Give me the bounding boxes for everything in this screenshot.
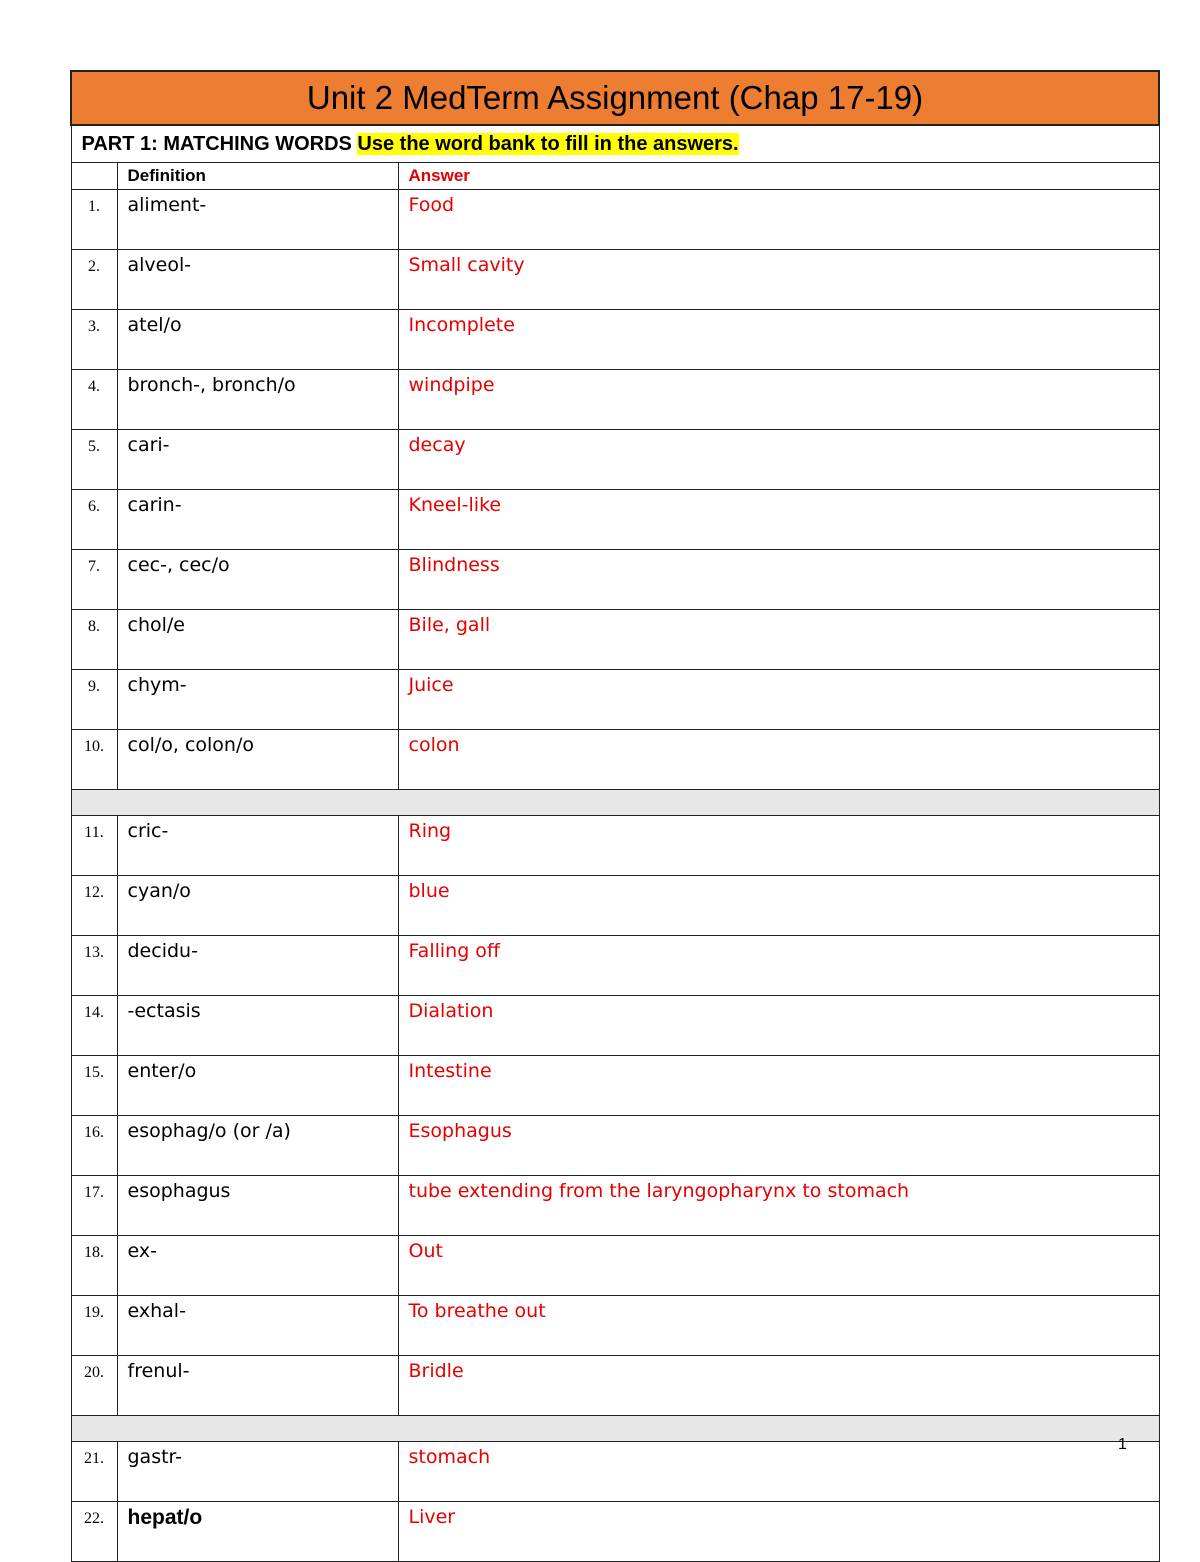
separator-cell (71, 1416, 1159, 1442)
item-number: 14. (71, 996, 117, 1056)
table-row (71, 670, 1159, 730)
item-number: 5. (71, 430, 117, 490)
table-row (71, 430, 1159, 490)
table-row (71, 610, 1159, 670)
term-cell: esophag/o (or /a) (117, 1116, 398, 1176)
term-cell: cec-, cec/o (117, 550, 398, 610)
item-number: 1. (71, 190, 117, 250)
item-number: 2. (71, 250, 117, 310)
term-cell: decidu- (117, 936, 398, 996)
term-cell: alveol- (117, 250, 398, 310)
table-row (71, 490, 1159, 550)
table-row (71, 936, 1159, 996)
term-cell: chym- (117, 670, 398, 730)
part-label: PART 1: MATCHING WORDS (81, 132, 358, 155)
answer-cell[interactable]: Kneel-like (398, 490, 1159, 550)
table-row (71, 1356, 1159, 1416)
assignment-table (70, 70, 1160, 1562)
part-heading (71, 125, 1159, 163)
term-cell: chol/e (117, 610, 398, 670)
column-header-definition: Definition (117, 163, 398, 190)
answer-cell[interactable]: colon (398, 730, 1159, 790)
table-row (71, 1116, 1159, 1176)
table-row (71, 1442, 1159, 1502)
term-cell: -ectasis (117, 996, 398, 1056)
answer-cell[interactable]: Bridle (398, 1356, 1159, 1416)
term-cell: carin- (117, 490, 398, 550)
answer-cell[interactable]: decay (398, 430, 1159, 490)
item-number: 7. (71, 550, 117, 610)
item-number: 8. (71, 610, 117, 670)
item-number: 16. (71, 1116, 117, 1176)
table-row (71, 310, 1159, 370)
answer-cell[interactable]: tube extending from the laryngopharynx to stomach (398, 1176, 1159, 1236)
answer-cell[interactable]: Food (398, 190, 1159, 250)
header-number-cell (71, 163, 117, 190)
title-row (71, 71, 1159, 125)
table-row (71, 1056, 1159, 1116)
item-number: 11. (71, 816, 117, 876)
term-cell: atel/o (117, 310, 398, 370)
item-number: 6. (71, 490, 117, 550)
page-number: 1 (1118, 1436, 1127, 1453)
term-cell: bronch-, bronch/o (117, 370, 398, 430)
page-title: Unit 2 MedTerm Assignment (Chap 17-19) (71, 71, 1159, 125)
item-number: 9. (71, 670, 117, 730)
term-cell: aliment- (117, 190, 398, 250)
answer-cell[interactable]: Ring (398, 816, 1159, 876)
item-number: 12. (71, 876, 117, 936)
table-row (71, 816, 1159, 876)
table-row (71, 370, 1159, 430)
item-number: 19. (71, 1296, 117, 1356)
group-separator (71, 1416, 1159, 1442)
term-cell: cari- (117, 430, 398, 490)
term-cell: col/o, colon/o (117, 730, 398, 790)
table-row (71, 1176, 1159, 1236)
term-cell: hepat/o (117, 1502, 398, 1562)
item-number: 3. (71, 310, 117, 370)
table-row (71, 996, 1159, 1056)
item-number: 15. (71, 1056, 117, 1116)
item-number: 17. (71, 1176, 117, 1236)
group-separator (71, 790, 1159, 816)
item-number: 18. (71, 1236, 117, 1296)
item-number: 13. (71, 936, 117, 996)
answer-cell[interactable]: windpipe (398, 370, 1159, 430)
term-cell: exhal- (117, 1296, 398, 1356)
term-cell: cyan/o (117, 876, 398, 936)
answer-cell[interactable]: Juice (398, 670, 1159, 730)
term-cell: gastr- (117, 1442, 398, 1502)
part-row (71, 125, 1159, 163)
item-number: 4. (71, 370, 117, 430)
term-cell: frenul- (117, 1356, 398, 1416)
answer-cell[interactable]: Blindness (398, 550, 1159, 610)
answer-cell[interactable]: Intestine (398, 1056, 1159, 1116)
answer-cell[interactable]: Incomplete (398, 310, 1159, 370)
term-cell: cric- (117, 816, 398, 876)
answer-cell[interactable]: Small cavity (398, 250, 1159, 310)
table-row (71, 1236, 1159, 1296)
column-header-row (71, 163, 1159, 190)
answer-cell[interactable]: Dialation (398, 996, 1159, 1056)
item-number: 22. (71, 1502, 117, 1562)
part-instruction: Use the word bank to fill in the answers. (357, 132, 739, 155)
answer-cell[interactable]: stomach (398, 1442, 1159, 1502)
table-row (71, 550, 1159, 610)
answer-cell[interactable]: Esophagus (398, 1116, 1159, 1176)
item-number: 10. (71, 730, 117, 790)
table-row (71, 1296, 1159, 1356)
item-number: 21. (71, 1442, 117, 1502)
answer-cell[interactable]: blue (398, 876, 1159, 936)
table-row (71, 730, 1159, 790)
answer-cell[interactable]: Falling off (398, 936, 1159, 996)
column-header-answer: Answer (398, 163, 1159, 190)
table-row (71, 250, 1159, 310)
term-cell: esophagus (117, 1176, 398, 1236)
term-cell: ex- (117, 1236, 398, 1296)
term-cell: enter/o (117, 1056, 398, 1116)
table-row (71, 190, 1159, 250)
answer-cell[interactable]: Bile, gall (398, 610, 1159, 670)
answer-cell[interactable]: Liver (398, 1502, 1159, 1562)
answer-cell[interactable]: To breathe out (398, 1296, 1159, 1356)
item-number: 20. (71, 1356, 117, 1416)
answer-cell[interactable]: Out (398, 1236, 1159, 1296)
separator-cell (71, 790, 1159, 816)
table-row (71, 876, 1159, 936)
